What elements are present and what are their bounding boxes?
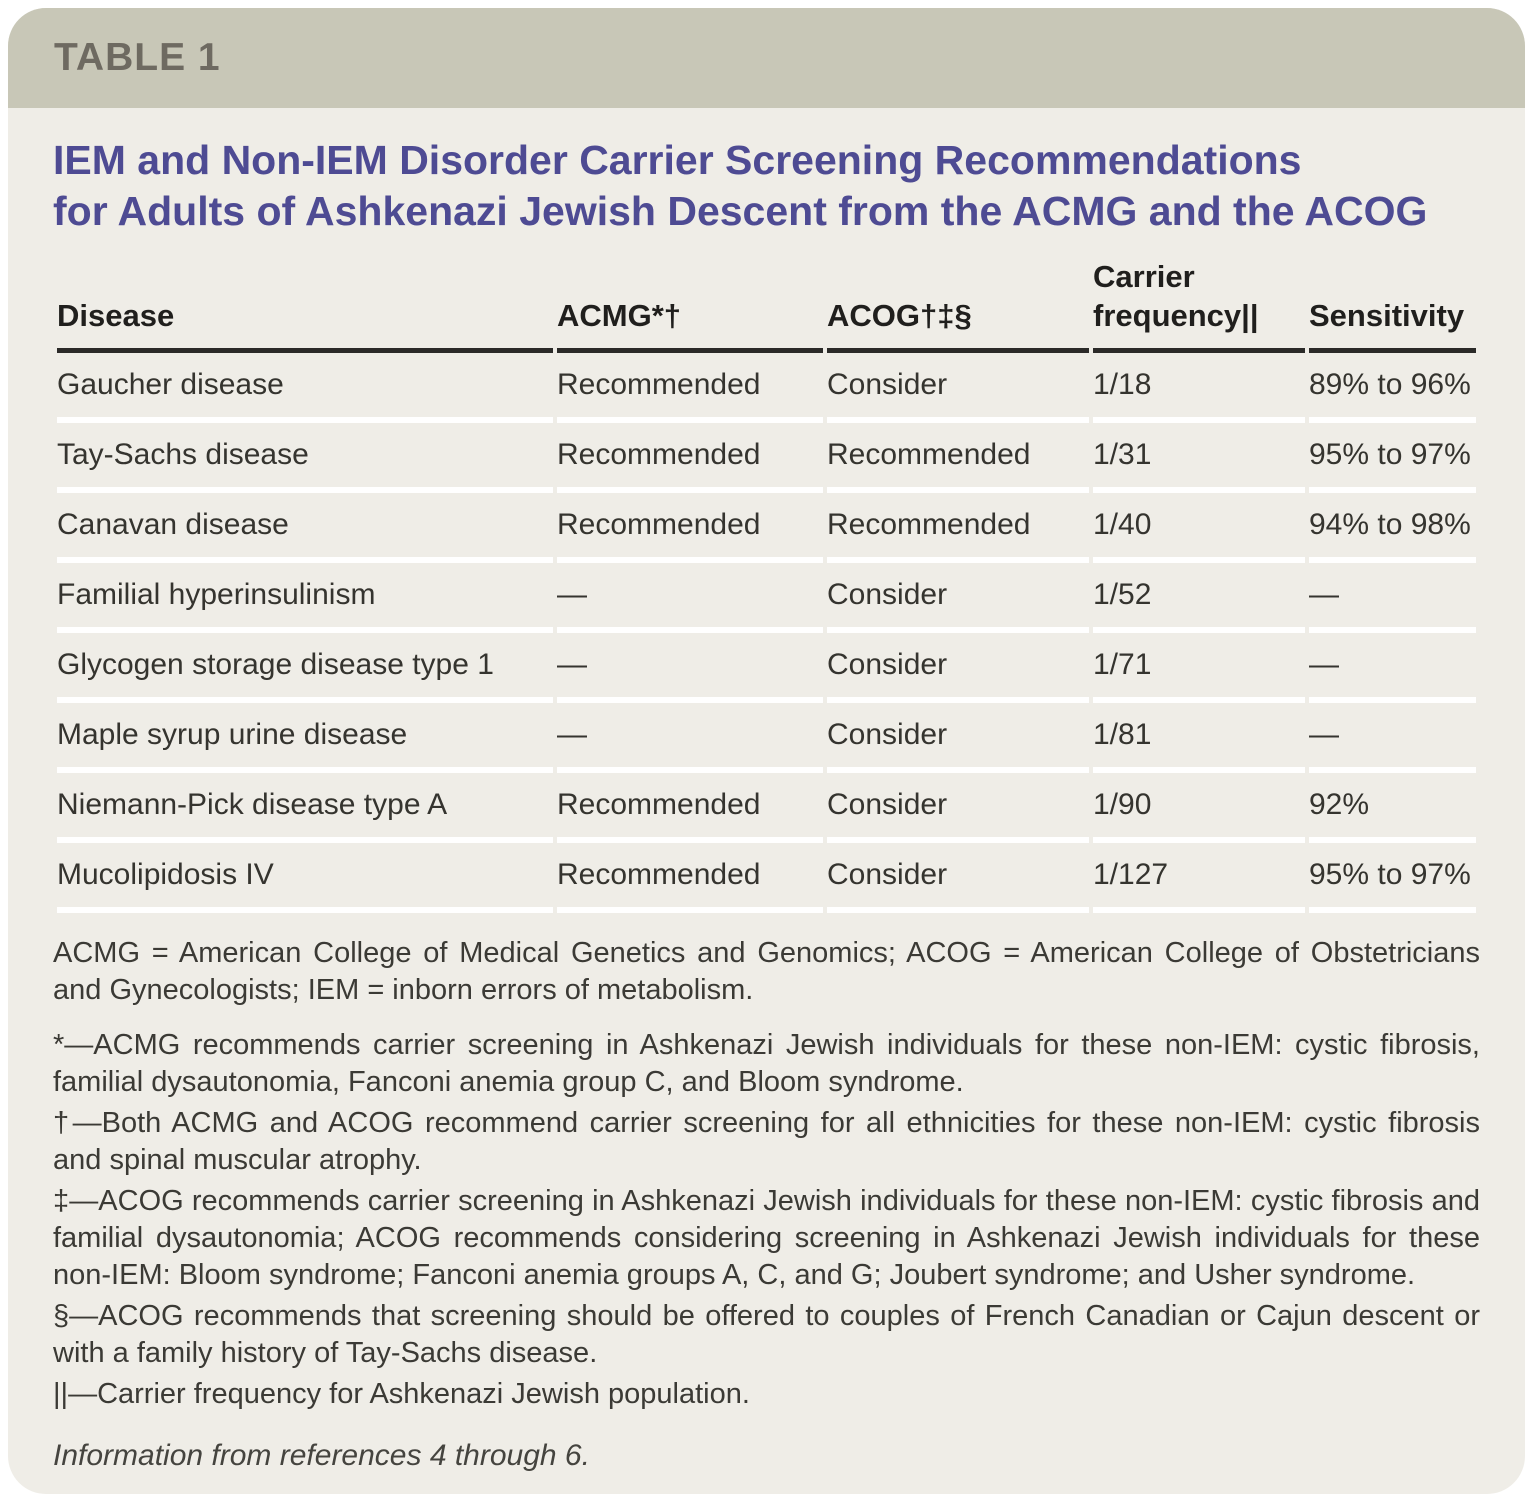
cell-sensitivity: — (1309, 563, 1476, 633)
cell-disease: Mucolipidosis IV (57, 843, 553, 913)
cell-disease: Glycogen storage disease type 1 (57, 633, 553, 703)
cell-sensitivity: — (1309, 633, 1476, 703)
table-title-line1: IEM and Non-IEM Disorder Carrier Screening Recommendations (53, 137, 1302, 183)
cell-disease: Maple syrup urine disease (57, 703, 553, 773)
cell-acog: Consider (827, 843, 1089, 913)
cell-carrier-frequency: 1/127 (1093, 843, 1305, 913)
column-header-acog: ACOG†‡§ (827, 257, 1089, 353)
cell-disease: Canavan disease (57, 493, 553, 563)
table-title (53, 135, 1480, 237)
cell-acog: Consider (827, 703, 1089, 773)
table-row (57, 633, 1476, 703)
cell-sensitivity: 89% to 96% (1309, 353, 1476, 423)
table-row (57, 563, 1476, 633)
cell-sensitivity: 92% (1309, 773, 1476, 843)
table-row (57, 703, 1476, 773)
table-row (57, 773, 1476, 843)
cell-sensitivity: — (1309, 703, 1476, 773)
footnote-star: *—ACMG recommends carrier screening in Ashkenazi Jewish individuals for these non-IEM: cystic fibrosis, familial dysautonomia, Fanconi anemia group C, and Bloom syndrome. (53, 1029, 1480, 1098)
table-row (57, 493, 1476, 563)
footnote-carrier-frequency: ||—Carrier frequency for Ashkenazi Jewish population. (53, 1378, 750, 1410)
cell-carrier-frequency: 1/40 (1093, 493, 1305, 563)
column-header-sensitivity: Sensitivity (1309, 257, 1476, 353)
table-header-band (8, 8, 1525, 108)
cell-carrier-frequency: 1/52 (1093, 563, 1305, 633)
cell-acog: Consider (827, 563, 1089, 633)
header-row (57, 257, 1476, 353)
table-content (8, 108, 1525, 1473)
cell-acmg: — (557, 563, 823, 633)
cell-carrier-frequency: 1/81 (1093, 703, 1305, 773)
column-header-carrier-frequency: Carrier frequency|| (1093, 257, 1305, 353)
source-citation: Information from references 4 through 6. (53, 1439, 590, 1472)
cell-carrier-frequency: 1/18 (1093, 353, 1305, 423)
cell-disease: Niemann-Pick disease type A (57, 773, 553, 843)
cell-acog: Recommended (827, 423, 1089, 493)
cell-disease: Gaucher disease (57, 353, 553, 423)
cell-acmg: Recommended (557, 353, 823, 423)
cell-acmg: — (557, 703, 823, 773)
footnotes (53, 935, 1480, 1473)
screening-table (53, 257, 1480, 913)
cell-carrier-frequency: 1/31 (1093, 423, 1305, 493)
table-label: TABLE 1 (54, 36, 221, 79)
cell-acog: Recommended (827, 493, 1089, 563)
column-header-disease: Disease (57, 257, 553, 353)
cell-acmg: Recommended (557, 423, 823, 493)
footnote-dagger: †—Both ACMG and ACOG recommend carrier screening for all ethnicities for these non-IEM: cystic fibrosis and spinal muscular atrophy. (53, 1107, 1480, 1176)
cell-sensitivity: 95% to 97% (1309, 423, 1476, 493)
cell-acmg: Recommended (557, 493, 823, 563)
footnote-double-dagger: ‡—ACOG recommends carrier screening in Ashkenazi Jewish individuals for these non-IEM: cystic fibrosis and familial dysautonomia; ACOG recommends considering screening in Ashkenazi Jewish individuals for these non-IEM: Bloom syndrome; Fanconi anemia groups A, C, and G; Joubert syndrome; and Usher syndrome. (53, 1185, 1480, 1291)
cell-acmg: Recommended (557, 773, 823, 843)
table-row (57, 423, 1476, 493)
table-row (57, 353, 1476, 423)
cell-acog: Consider (827, 353, 1089, 423)
footnote-abbreviations: ACMG = American College of Medical Genetics and Genomics; ACOG = American College of Obstetricians and Gynecologists; IEM = inborn errors of metabolism. (53, 937, 1480, 1006)
table-title-line2: for Adults of Ashkenazi Jewish Descent from the ACMG and the ACOG (53, 188, 1428, 234)
cell-acog: Consider (827, 773, 1089, 843)
table-row (57, 843, 1476, 913)
table-card (8, 8, 1525, 1494)
cell-sensitivity: 94% to 98% (1309, 493, 1476, 563)
cell-carrier-frequency: 1/90 (1093, 773, 1305, 843)
cell-acmg: — (557, 633, 823, 703)
cell-carrier-frequency: 1/71 (1093, 633, 1305, 703)
cell-disease: Tay-Sachs disease (57, 423, 553, 493)
cell-acog: Consider (827, 633, 1089, 703)
cell-acmg: Recommended (557, 843, 823, 913)
footnote-section: §—ACOG recommends that screening should be offered to couples of French Canadian or Cajun descent or with a family history of Tay-Sachs disease. (53, 1300, 1480, 1369)
cell-disease: Familial hyperinsulinism (57, 563, 553, 633)
column-header-acmg: ACMG*† (557, 257, 823, 353)
cell-sensitivity: 95% to 97% (1309, 843, 1476, 913)
